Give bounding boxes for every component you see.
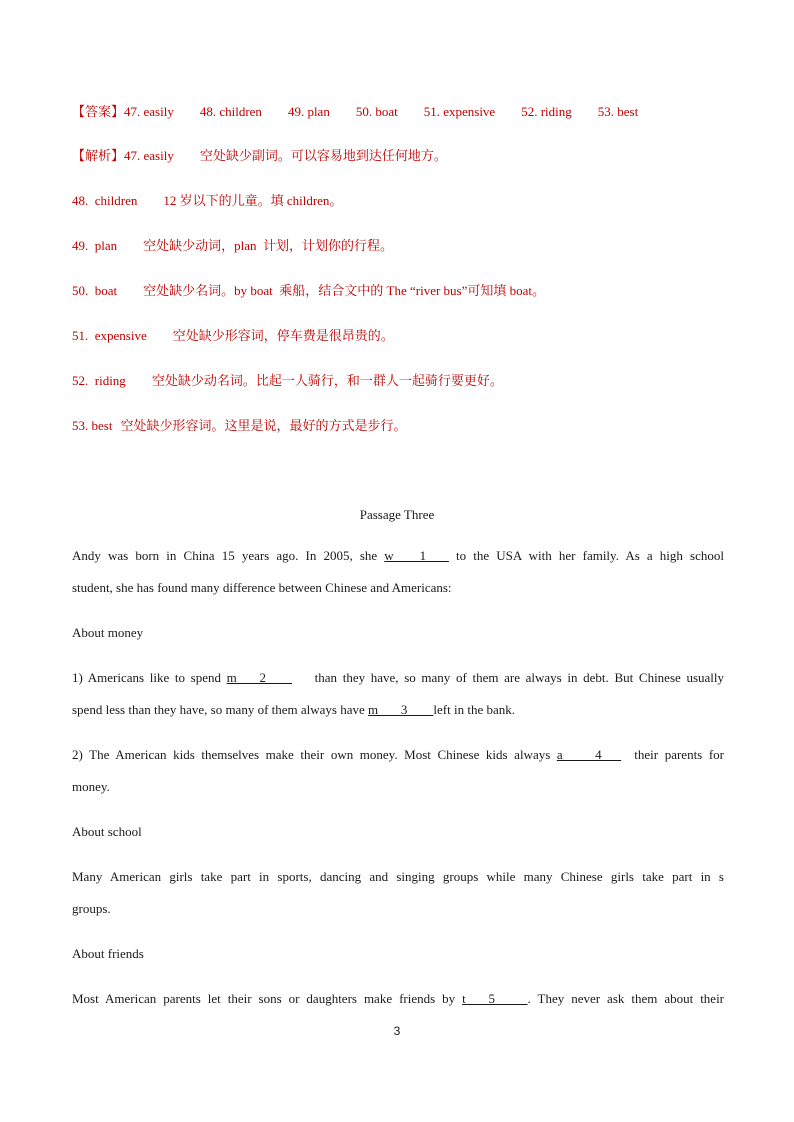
passage-paragraph-line bbox=[72, 702, 515, 718]
analysis-text: 空处缺少名词。by boat 乘船，结合文中的 The “river bus”可知填 boat。 bbox=[143, 283, 546, 298]
answer-item: 53. best bbox=[597, 104, 639, 119]
passage-paragraph-line bbox=[72, 991, 724, 1007]
analysis-word: 53. best bbox=[72, 418, 113, 433]
analysis-word: 52. riding bbox=[72, 373, 126, 388]
analysis-line bbox=[72, 283, 545, 299]
passage-text: Andy was born in China 15 years ago. In 2005, she bbox=[72, 548, 385, 563]
analysis-line bbox=[72, 418, 406, 434]
analysis-line bbox=[72, 148, 447, 164]
answer-item: 48. children bbox=[199, 104, 262, 119]
blank-3: m 3 bbox=[368, 702, 434, 717]
analysis-line bbox=[72, 373, 503, 389]
passage-text: . They never ask them about their bbox=[527, 991, 725, 1006]
section-heading-school: About school bbox=[72, 824, 142, 839]
section-heading-friends: About friends bbox=[72, 946, 144, 961]
passage-text: left in the bank. bbox=[433, 702, 516, 717]
passage-title: Passage Three bbox=[359, 507, 435, 522]
analysis-text: 空处缺少形容词。这里是说，最好的方式是步行。 bbox=[120, 418, 407, 433]
blank-4: a 4 bbox=[556, 747, 622, 762]
passage-text: to the USA with her family. As a high school bbox=[448, 548, 724, 563]
passage-text: than they have, so many of them are always in debt. But Chinese usually bbox=[292, 670, 724, 685]
analysis-word: 49. plan bbox=[72, 238, 118, 253]
answer-key-row bbox=[72, 104, 638, 120]
answer-item: 49. plan bbox=[287, 104, 330, 119]
blank-1: w 1 bbox=[384, 548, 449, 563]
blank-2: m 2 bbox=[226, 670, 293, 685]
analysis-prefix: 【解析】 bbox=[72, 148, 125, 163]
passage-paragraph-line bbox=[72, 747, 724, 763]
answer-item: 52. riding bbox=[521, 104, 572, 119]
passage-paragraph-line bbox=[72, 670, 724, 686]
answer-key-prefix: 【答案】 bbox=[72, 104, 125, 119]
answer-item: 51. expensive bbox=[423, 104, 496, 119]
passage-text: 1) Americans like to spend bbox=[72, 670, 227, 685]
passage-paragraph-line: student, she has found many difference between Chinese and Americans: bbox=[72, 580, 452, 595]
analysis-word: 50. boat bbox=[72, 283, 118, 298]
analysis-text: 空处缺少形容词，停车费是很昂贵的。 bbox=[172, 328, 394, 343]
passage-text: Most American parents let their sons or daughters make friends by bbox=[72, 991, 463, 1006]
passage-paragraph-line: groups. bbox=[72, 901, 111, 916]
passage-paragraph-line: Many American girls take part in sports, dancing and singing groups while many Chinese girls take part in s bbox=[72, 869, 724, 884]
analysis-text: 空处缺少动名词。比起一人骑行，和一群人一起骑行要更好。 bbox=[151, 373, 503, 388]
blank-5: t 5 bbox=[462, 991, 528, 1006]
analysis-word: 48. children bbox=[72, 193, 138, 208]
analysis-word: 47. easily bbox=[124, 148, 174, 163]
section-heading-money: About money bbox=[72, 625, 144, 640]
passage-paragraph-line: money. bbox=[72, 779, 110, 794]
analysis-word: 51. expensive bbox=[72, 328, 147, 343]
analysis-line bbox=[72, 238, 393, 254]
analysis-line bbox=[72, 328, 394, 344]
answer-item: 50. boat bbox=[355, 104, 398, 119]
passage-text: their parents for bbox=[621, 747, 724, 762]
passage-paragraph-line bbox=[72, 548, 724, 564]
analysis-text: 空处缺少动词，plan 计划，计划你的行程。 bbox=[143, 238, 394, 253]
passage-text: 2) The American kids themselves make their own money. Most Chinese kids always bbox=[72, 747, 557, 762]
page-number: 3 bbox=[393, 1024, 401, 1038]
analysis-text: 12 岁以下的儿童。填 children。 bbox=[163, 193, 343, 208]
analysis-line bbox=[72, 193, 342, 209]
analysis-text: 空处缺少副词。可以容易地到达任何地方。 bbox=[199, 148, 447, 163]
passage-text: spend less than they have, so many of them always have bbox=[72, 702, 369, 717]
answer-item: 47. easily bbox=[124, 104, 174, 119]
